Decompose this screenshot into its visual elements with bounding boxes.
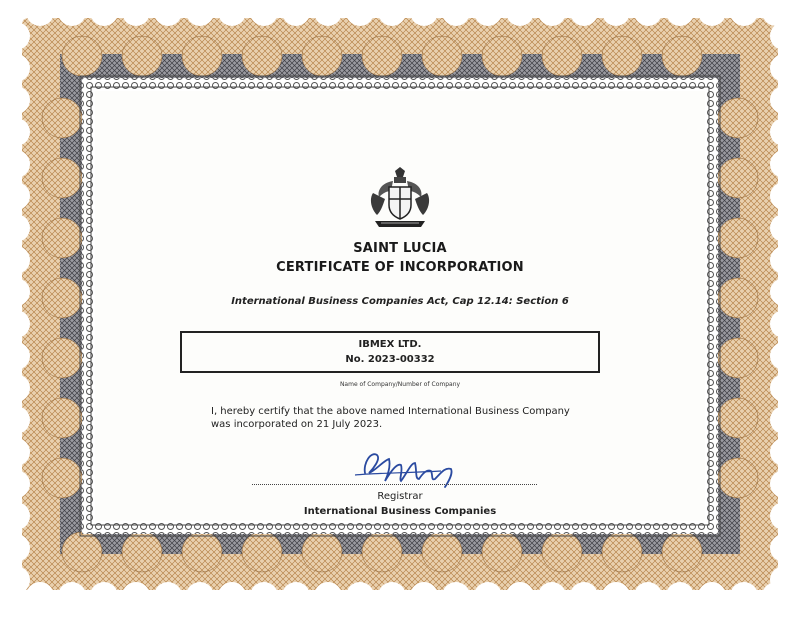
company-name-box — [180, 331, 600, 373]
act-reference: International Business Companies Act, Cap 12.14: Section 6 — [231, 296, 569, 307]
signature-line — [252, 484, 537, 485]
company-name: IBMEX LTD. — [358, 339, 422, 350]
certificate — [22, 18, 778, 590]
certificate-title: CERTIFICATE OF INCORPORATION — [276, 260, 524, 275]
certification-line-2: was incorporated on 21 July 2023. — [211, 419, 383, 430]
company-box-caption: Name of Company/Number of Company — [339, 381, 461, 388]
registrar-signature — [345, 443, 485, 489]
certificate-body — [95, 91, 705, 521]
company-number: No. 2023-00332 — [345, 354, 435, 365]
certification-line-1: I, hereby certify that the above named International Business Company — [211, 406, 570, 417]
coat-of-arms-icon — [367, 167, 433, 231]
signer-title: Registrar — [377, 491, 423, 502]
certification-statement — [211, 405, 611, 431]
signer-organization: International Business Companies — [303, 506, 497, 517]
country-heading: SAINT LUCIA — [353, 241, 447, 256]
